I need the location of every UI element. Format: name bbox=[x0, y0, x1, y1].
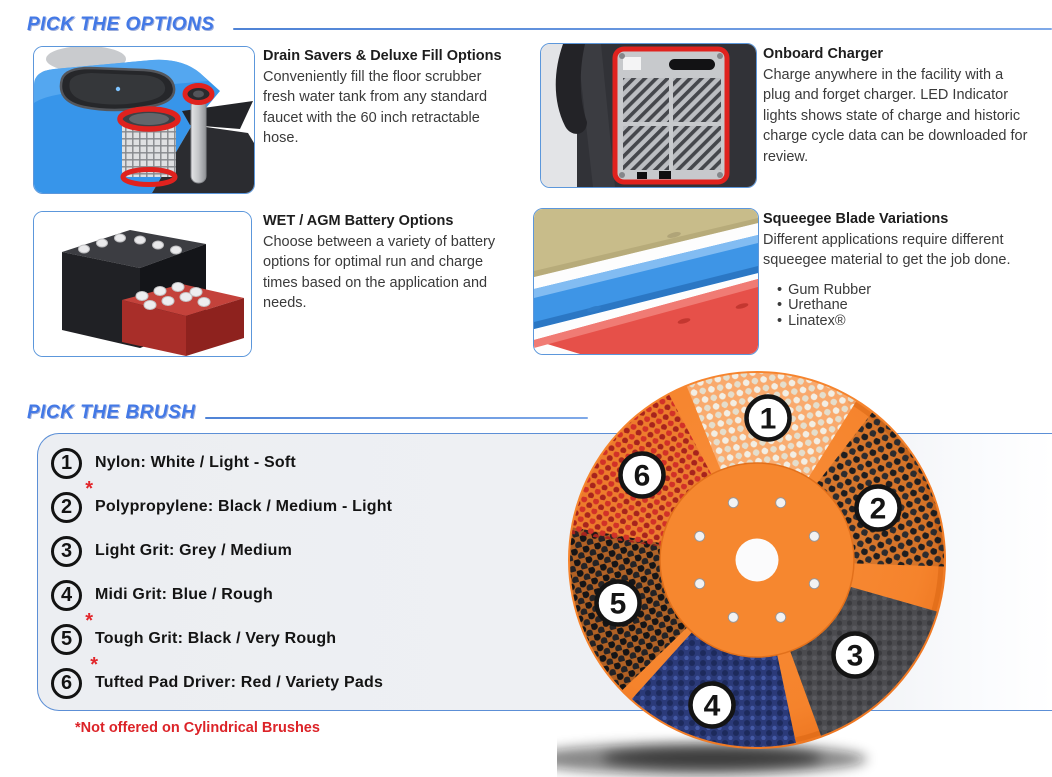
brush-item-label: Polypropylene: Black / Medium - Light bbox=[95, 498, 393, 515]
option-body: Choose between a variety of battery options for optimal run and charge times based on the application and needs. bbox=[263, 233, 496, 311]
brush-item-label: Tough Grit: Black / Very Rough bbox=[95, 630, 337, 647]
badge-number: 3 bbox=[60, 539, 73, 562]
list-item-label: Linatex® bbox=[788, 313, 846, 330]
badge-number: 4 bbox=[60, 583, 73, 606]
brush-disc bbox=[557, 360, 957, 777]
options-heading-rule bbox=[233, 28, 1052, 30]
brush-item-4 bbox=[51, 579, 273, 611]
bullet-icon: • bbox=[777, 281, 783, 298]
drain-savers-illustration bbox=[34, 47, 254, 193]
brush-heading-rule bbox=[205, 417, 588, 419]
brush-item-label: Light Grit: Grey / Medium bbox=[95, 542, 293, 559]
disc-hub bbox=[660, 463, 854, 657]
squeegee-blades-photo bbox=[533, 208, 759, 355]
badge-number: 6 bbox=[60, 671, 73, 694]
callout-number: 6 bbox=[633, 459, 651, 493]
option-body: Charge anywhere in the facility with a plug and forget charger. LED Indicator lights shows state of charge and historic charge cycle data can be downloaded for review. bbox=[763, 66, 1028, 165]
bullet-icon: • bbox=[777, 313, 783, 330]
brush-footnote: *Not offered on Cylindrical Brushes bbox=[75, 720, 320, 736]
brush-number-badge bbox=[51, 609, 93, 655]
brush-number-badge bbox=[51, 580, 82, 611]
option-title: WET / AGM Battery Options bbox=[263, 213, 454, 229]
onboard-charger-photo bbox=[540, 43, 757, 188]
list-item-label: Gum Rubber bbox=[788, 281, 872, 298]
list-item-label: Urethane bbox=[788, 297, 848, 314]
charger-panel bbox=[615, 49, 727, 182]
strainer-basket bbox=[120, 109, 178, 185]
brush-number-badge bbox=[51, 536, 82, 567]
option-title: Squeegee Blade Variations bbox=[763, 211, 949, 227]
brush-item-label: Nylon: White / Light - Soft bbox=[95, 454, 296, 471]
option-block-onboard-charger bbox=[763, 44, 1029, 167]
list-item bbox=[777, 314, 1029, 330]
option-block-drain-savers bbox=[263, 46, 513, 149]
disc-callout-2 bbox=[857, 487, 900, 530]
callout-number: 2 bbox=[869, 492, 887, 526]
callout-number: 4 bbox=[703, 689, 721, 723]
disc-callout-4 bbox=[691, 684, 734, 727]
brush-item-1 bbox=[51, 447, 296, 479]
disc-callout-5 bbox=[597, 582, 640, 625]
disc-callout-6 bbox=[621, 454, 664, 497]
list-item bbox=[777, 298, 1029, 314]
callout-number: 3 bbox=[846, 639, 864, 673]
onboard-charger-illustration bbox=[541, 44, 756, 187]
callout-number: 1 bbox=[759, 402, 777, 436]
asterisk-icon: * bbox=[90, 653, 98, 676]
disc-callout-3 bbox=[834, 634, 877, 677]
brush-disc-figure bbox=[557, 360, 957, 777]
brush-item-label: Midi Grit: Blue / Rough bbox=[95, 586, 273, 603]
option-block-batteries bbox=[263, 211, 513, 314]
squeegee-illustration bbox=[534, 209, 758, 354]
callout-number: 5 bbox=[609, 587, 627, 621]
option-block-squeegee bbox=[763, 209, 1029, 330]
brush-number-badge bbox=[51, 477, 93, 523]
brush-number-badge bbox=[51, 448, 82, 479]
battery-options-photo bbox=[33, 211, 252, 357]
option-body: Different applications require different squeegee material to get the job done. bbox=[763, 231, 1011, 268]
brush-section-heading: PICK THE BRUSH bbox=[27, 402, 196, 423]
battery-illustration bbox=[34, 212, 251, 356]
asterisk-icon: * bbox=[85, 609, 93, 632]
list-item bbox=[777, 283, 1029, 299]
brush-item-2 bbox=[51, 477, 393, 523]
squeegee-material-list bbox=[763, 283, 1029, 330]
badge-number: 1 bbox=[60, 451, 73, 474]
center-hole bbox=[736, 539, 779, 582]
brush-item-3 bbox=[51, 535, 292, 567]
option-title: Drain Savers & Deluxe Fill Options bbox=[263, 48, 502, 64]
option-body: Conveniently fill the floor scrubber fresh water tank from any standard faucet with the 60 inch retractable hose. bbox=[263, 68, 488, 146]
disc-callout-1 bbox=[747, 397, 790, 440]
asterisk-icon: * bbox=[85, 477, 93, 500]
option-title: Onboard Charger bbox=[763, 46, 884, 62]
brush-item-5 bbox=[51, 609, 337, 655]
brush-item-6 bbox=[51, 653, 384, 699]
badge-number: 2 bbox=[60, 495, 73, 518]
options-section-heading: PICK THE OPTIONS bbox=[27, 14, 215, 35]
badge-number: 5 bbox=[60, 627, 73, 650]
bullet-icon: • bbox=[777, 297, 783, 314]
brush-number-badge bbox=[51, 653, 98, 699]
drain-savers-photo bbox=[33, 46, 255, 194]
brush-item-label: Tufted Pad Driver: Red / Variety Pads bbox=[95, 674, 384, 691]
